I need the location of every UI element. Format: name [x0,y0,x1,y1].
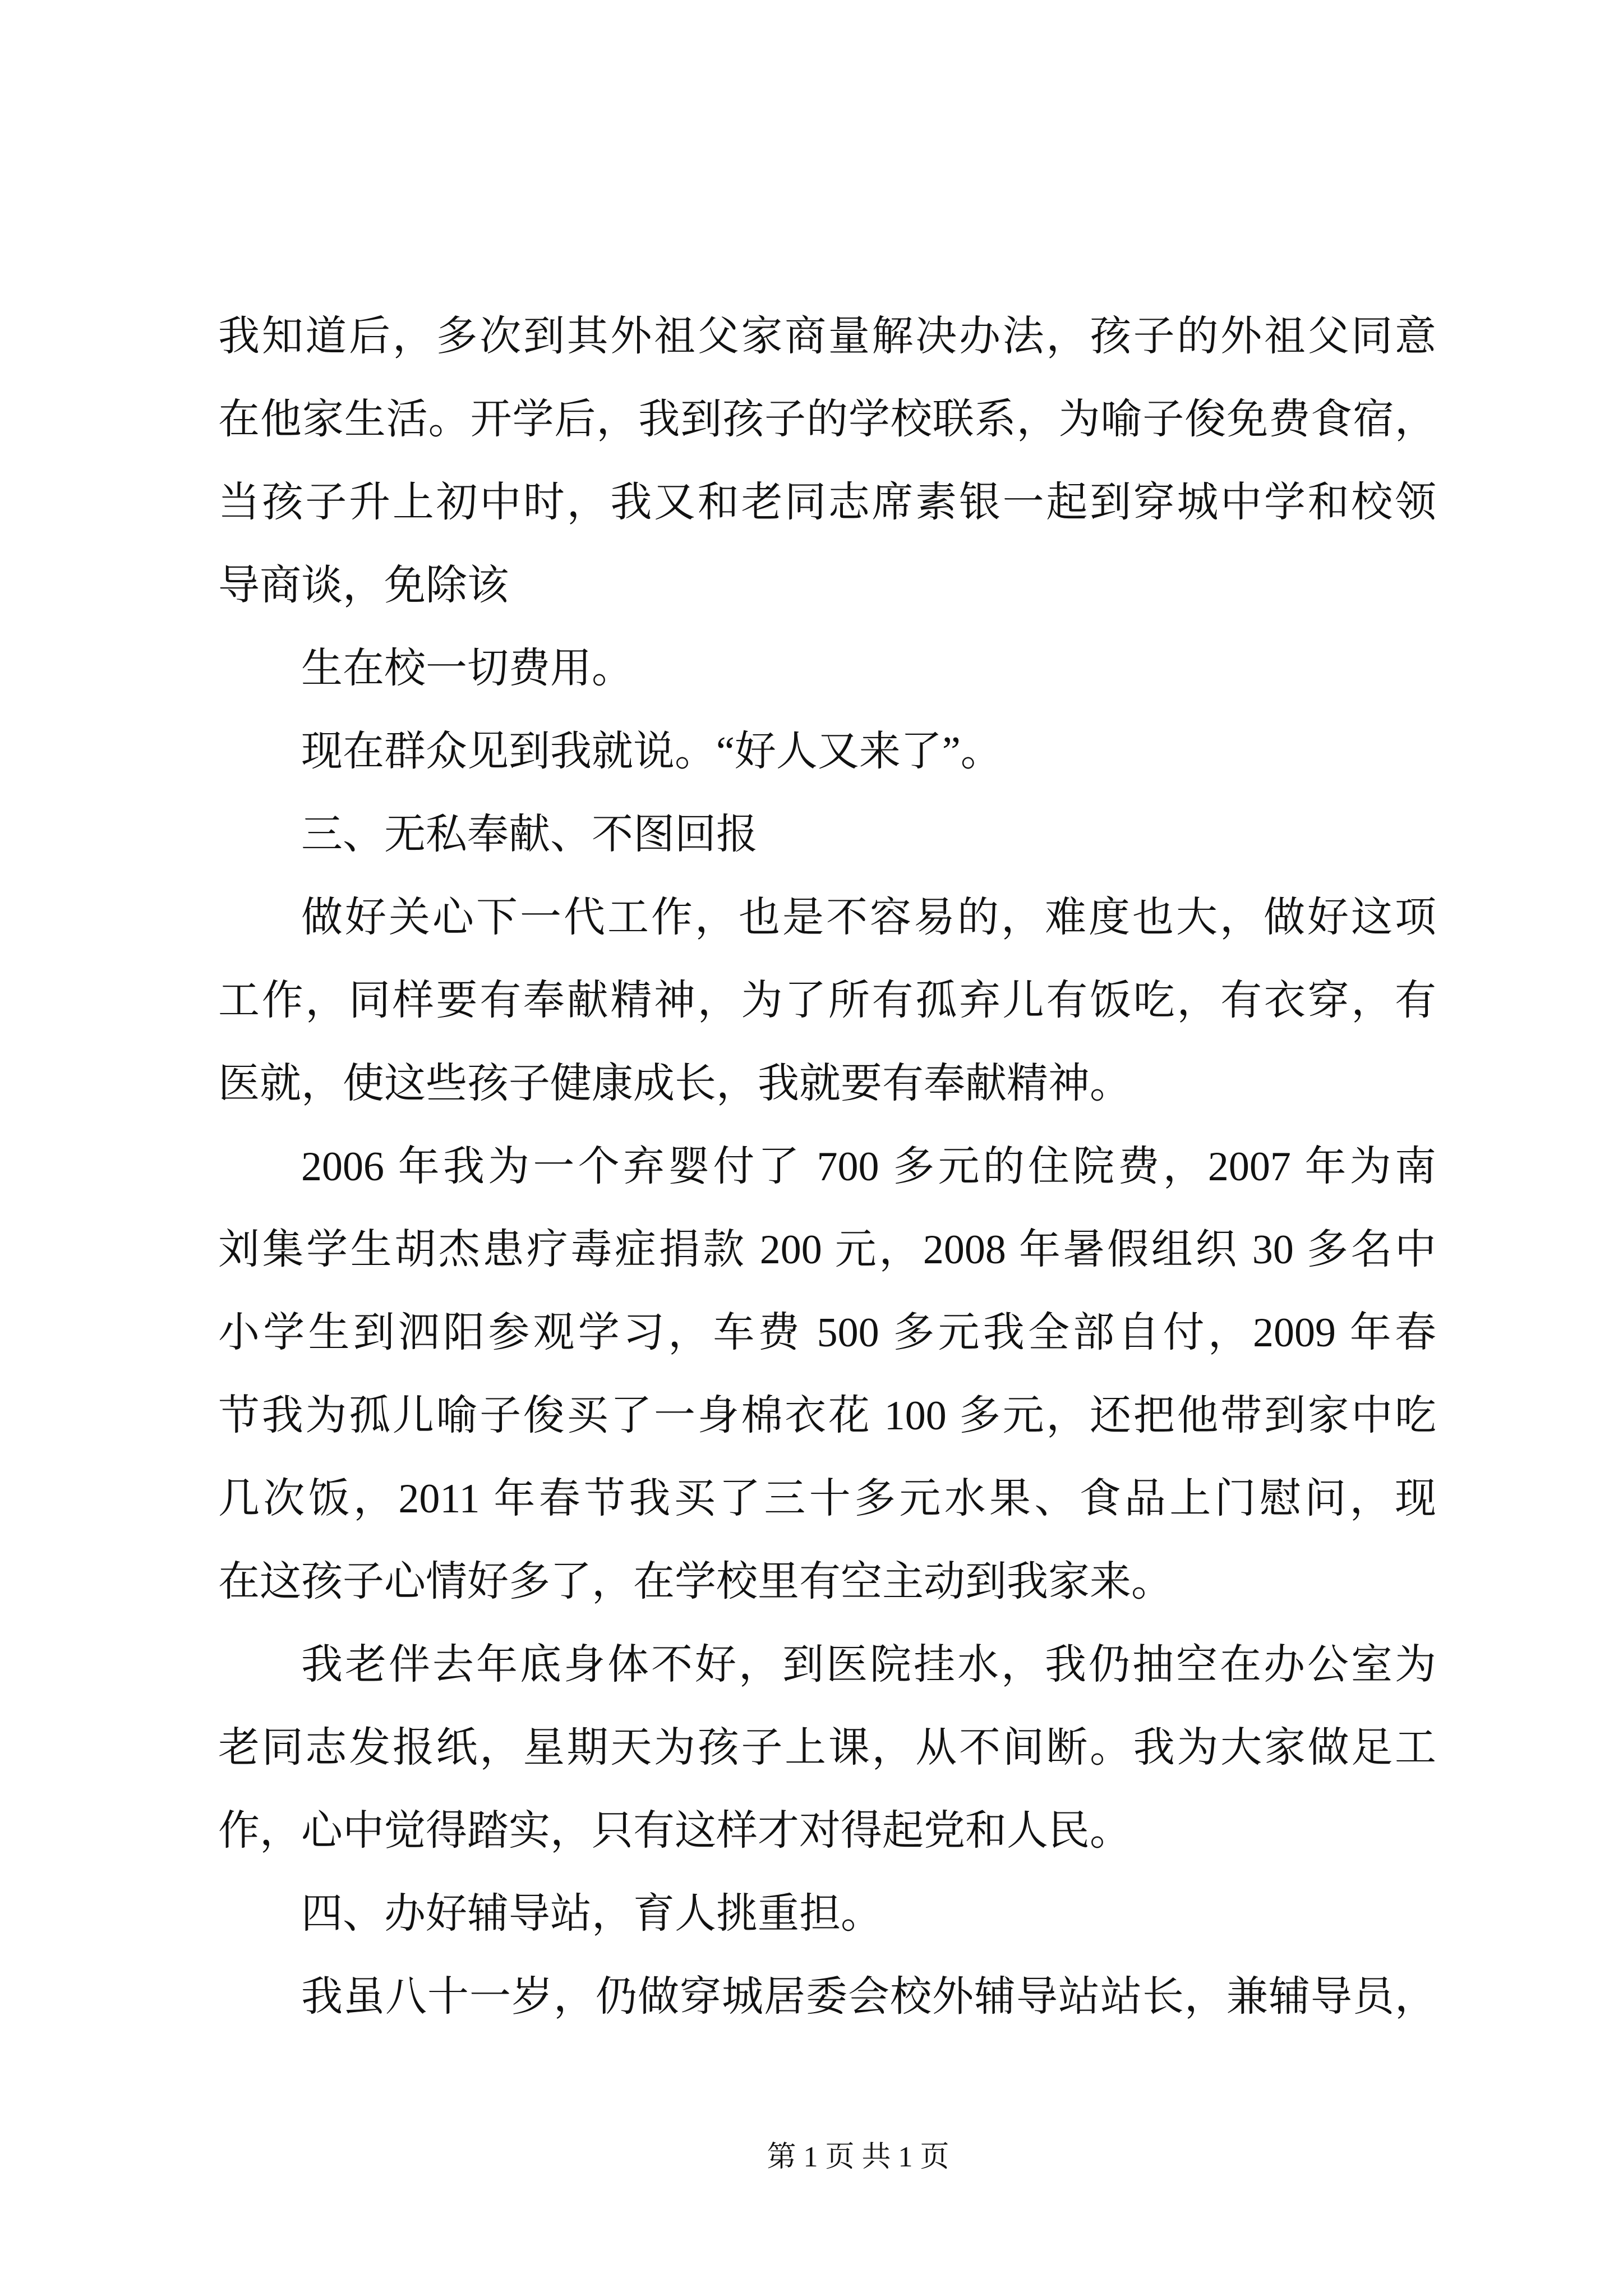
body-text-line: 小学生到泗阳参观学习，车费 500 多元我全部自付，2009 年春 [218,1310,1436,1356]
body-text-line: 医就，使这些孩子健康成长，我就要有奉献精神。 [218,1061,1131,1107]
section-heading: 四、办好辅导站，育人挑重担。 [301,1891,882,1937]
body-text-line: 导商谈，免除该 [218,563,509,609]
body-text-line: 工作，同样要有奉献精神，为了所有孤弃儿有饭吃，有衣穿，有 [218,978,1436,1024]
body-text-line: 现在群众见到我就说。“好人又来了”。 [301,729,1002,775]
body-text-line: 做好关心下一代工作，也是不容易的，难度也大，做好这项 [301,895,1436,941]
body-text-line: 刘集学生胡杰患疗毒症捐款 200 元，2008 年暑假组织 30 多名中 [218,1227,1436,1273]
body-text-line: 我知道后，多次到其外祖父家商量解决办法，孩子的外祖父同意 [218,314,1436,360]
body-text-line: 在他家生活。开学后，我到孩子的学校联系，为喻子俊免费食宿， [218,397,1436,443]
body-text-line: 当孩子升上初中时，我又和老同志席素银一起到穿城中学和校领 [218,480,1436,526]
body-text-line: 在这孩子心情好多了，在学校里有空主动到我家来。 [218,1559,1173,1605]
section-heading: 三、无私奉献、不图回报 [301,812,758,858]
body-text-line: 生在校一切费用。 [301,646,633,692]
body-text-line: 我老伴去年底身体不好，到医院挂水，我仍抽空在办公室为 [301,1642,1436,1688]
body-text-line: 2006 年我为一个弃婴付了 700 多元的住院费，2007 年为南 [301,1144,1436,1190]
body-text-line: 老同志发报纸，星期天为孩子上课，从不间断。我为大家做足工 [218,1725,1436,1771]
body-text-line: 作，心中觉得踏实，只有这样才对得起党和人民。 [218,1808,1131,1854]
body-text-line: 节我为孤儿喻子俊买了一身棉衣花 100 多元，还把他带到家中吃 [218,1393,1436,1439]
body-text-line: 我虽八十一岁，仍做穿城居委会校外辅导站站长，兼辅导员， [301,1974,1436,2020]
document-body [218,295,1436,2039]
page-footer: 第 1 页 共 1 页 [767,2141,949,2173]
body-text-line: 几次饭，2011 年春节我买了三十多元水果、食品上门慰问，现 [218,1476,1436,1522]
